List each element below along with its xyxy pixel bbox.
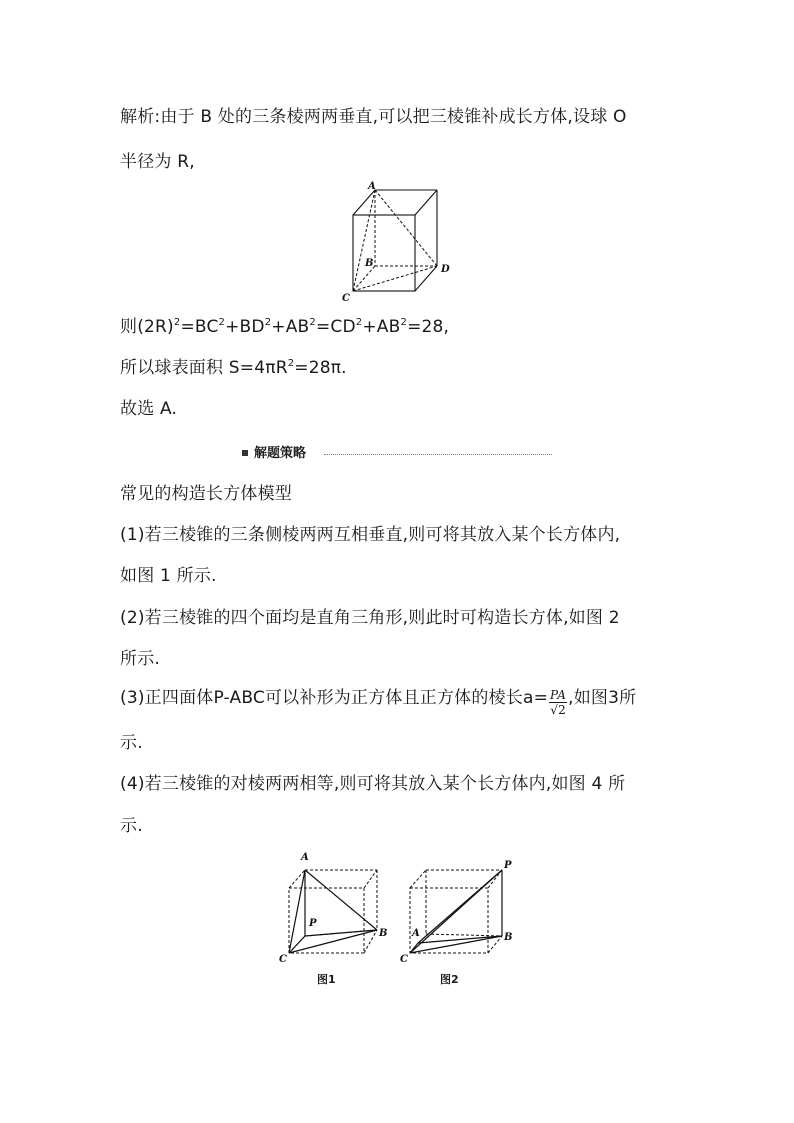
figure-1 bbox=[277, 848, 397, 968]
strategy-item-4-line-2: 示. bbox=[120, 816, 143, 836]
analysis-line-3: 则$(2R)^2=BC^2+BD^2+AB^2=CD^2+AB^2=28$, bbox=[120, 317, 450, 337]
analysis-line-2: 半径为 R, bbox=[120, 152, 195, 172]
vertex-label-D: D bbox=[441, 264, 450, 275]
strategy-intro: 常见的构造长方体模型 bbox=[120, 484, 292, 504]
heading-dotted-rule bbox=[324, 454, 552, 455]
figure-1-label-A: A bbox=[301, 852, 309, 863]
analysis-line-4: 所以球表面积 $S=4\pi R^2=28\pi$. bbox=[120, 358, 347, 378]
figure-2-label-P: P bbox=[504, 860, 512, 871]
edge-length-fraction: $\frac{PA}{√2}$ bbox=[550, 688, 567, 717]
strategy-item-2-line-1: (2)若三棱锥的四个面均是直角三角形,则此时可构造长方体,如图 2 bbox=[120, 608, 620, 628]
figure-1-label-C: C bbox=[279, 954, 287, 965]
cube-front-face bbox=[353, 215, 415, 291]
figure-2-caption: 图2 bbox=[440, 973, 459, 986]
vertex-label-B: B bbox=[365, 258, 374, 269]
strategy-item-1-line-1: (1)若三棱锥的三条侧棱两两互相垂直,则可将其放入某个长方体内, bbox=[120, 525, 621, 545]
vertex-label-C: C bbox=[342, 293, 350, 304]
analysis-line-1: 解析:由于 B 处的三条棱两两垂直,可以把三棱锥补成长方体,设球 O bbox=[120, 107, 627, 127]
strategy-item-4-line-1: (4)若三棱锥的对棱两两相等,则可将其放入某个长方体内,如图 4 所 bbox=[120, 774, 626, 794]
cuboid-solid-edges bbox=[353, 190, 437, 291]
analysis-line-5: 故选 A. bbox=[120, 399, 178, 419]
heading-square-icon bbox=[242, 450, 248, 456]
vertex-label-A: A bbox=[368, 181, 376, 192]
figure-1-caption: 图1 bbox=[317, 973, 336, 986]
strategy-item-2-line-2: 所示. bbox=[120, 649, 161, 669]
figure-2-label-A: A bbox=[412, 928, 420, 939]
strategy-item-3-line-1: (3)正四面体P-ABC可以补形为正方体且正方体的棱长a= $\frac{PA}{√2}$ ,如图3所 bbox=[120, 688, 637, 717]
figure-2 bbox=[398, 848, 522, 968]
strategy-heading bbox=[242, 445, 552, 463]
figure-1-label-P: P bbox=[309, 918, 317, 929]
figure-2-label-C: C bbox=[400, 954, 408, 965]
cuboid-figure-top bbox=[338, 178, 456, 306]
figure-2-label-B: B bbox=[504, 932, 513, 943]
strategy-item-3-line-2: 示. bbox=[120, 733, 143, 753]
figure-1-label-B: B bbox=[379, 928, 388, 939]
strategy-item-1-line-2: 如图 1 所示. bbox=[120, 566, 217, 586]
strategy-heading-title: 解题策略 bbox=[254, 446, 307, 461]
